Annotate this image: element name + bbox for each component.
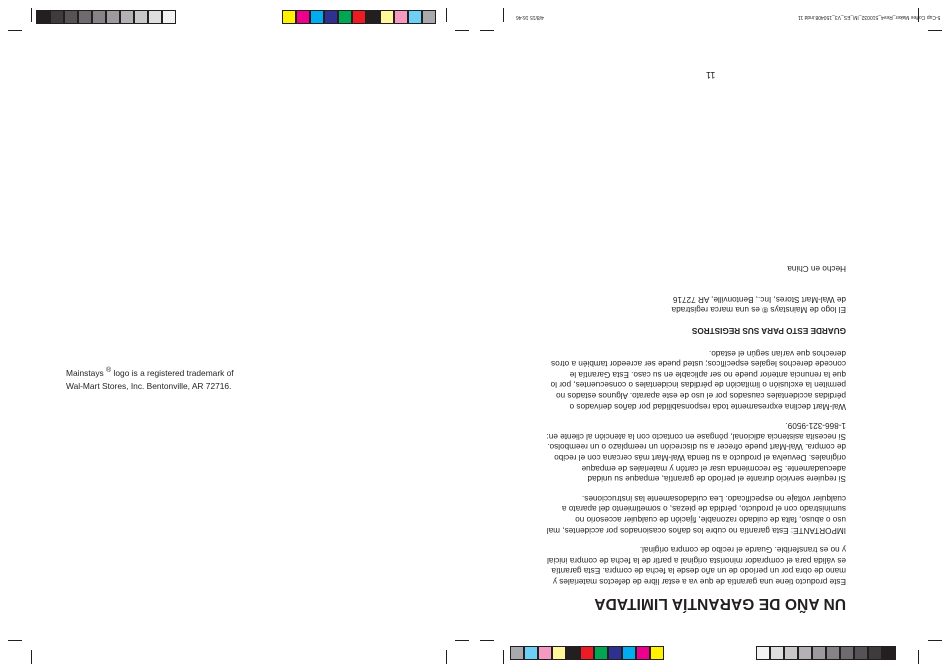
color-swatch xyxy=(510,646,524,660)
crop-mark xyxy=(455,640,469,641)
registered-mark: ® xyxy=(106,367,112,374)
color-swatch xyxy=(394,10,408,24)
color-swatch xyxy=(868,646,882,660)
color-swatch xyxy=(50,10,64,24)
color-swatch xyxy=(784,646,798,660)
color-swatch xyxy=(352,10,366,24)
crop-mark xyxy=(446,8,447,22)
color-swatch xyxy=(636,646,650,660)
color-swatch xyxy=(366,10,380,24)
warranty-title: UN AÑO DE GARANTÍA LIMITADA xyxy=(594,595,846,612)
process-color-bar-bottom xyxy=(510,646,664,660)
color-swatch xyxy=(120,10,134,24)
warranty-paragraph: Si requiere servicio durante el período de garantía, empaque su unidad adecuadamente. Se recomienda usar el cartón y materiales de empaque originales. Devuelva el producto a su tienda Wal-Mart más cercana con el recibo de compra. Wal-Mart puede ofrecer a su discreción un reemplazo o un reembolso. Si necesita asistencia adicional, póngase en contacto con la atención al cliente en: 1-866-321-9509. xyxy=(546,421,846,484)
color-swatch xyxy=(882,646,896,660)
trademark-es-line-2: de Wal-Mart Stores, Inc., Bentonville, AR 72716 xyxy=(672,294,846,304)
color-swatch xyxy=(854,646,868,660)
color-swatch xyxy=(756,646,770,660)
made-in-china: Hecho en China xyxy=(787,263,846,273)
left-trademark-note xyxy=(66,364,234,393)
trademark-line-1: Mainstays ® logo is a registered trademark of xyxy=(66,367,234,378)
color-swatch xyxy=(36,10,50,24)
crop-mark xyxy=(928,640,942,641)
color-swatch xyxy=(650,646,664,660)
slug-file-info: 5-Cup Coffee Maker_Rev4_510032_IM_ES_V3_150408.indd 11 xyxy=(797,14,940,20)
color-swatch xyxy=(552,646,566,660)
crop-mark xyxy=(480,30,494,31)
color-swatch xyxy=(594,646,608,660)
gray-ramp-bottom xyxy=(756,646,896,660)
color-swatch xyxy=(622,646,636,660)
warranty-paragraph: Este producto tiene una garantía de que va a estar libre de defectos materiales y mano de obra por un período de un año desde la fecha de compra. Esta garantía es válida para el comprador minorista original a partir de la fecha de compra inicial y no es transferible. Guarde el recibo de compra original. xyxy=(547,545,846,586)
crop-mark xyxy=(31,650,32,664)
gray-ramp-top xyxy=(36,10,176,24)
color-swatch xyxy=(826,646,840,660)
slug-date: 4/8/15 16:46 xyxy=(516,14,544,20)
keep-records-heading: GUARDE ESTO PARA SUS REGISTROS xyxy=(691,326,846,336)
color-swatch xyxy=(812,646,826,660)
color-swatch xyxy=(64,10,78,24)
color-swatch xyxy=(92,10,106,24)
color-swatch xyxy=(538,646,552,660)
trademark-es-line-1: El logo de Mainstays ® es una marca registrada xyxy=(671,305,846,315)
crop-mark xyxy=(480,640,494,641)
color-swatch xyxy=(78,10,92,24)
color-swatch xyxy=(310,10,324,24)
process-color-bar-top xyxy=(282,10,436,24)
color-swatch xyxy=(324,10,338,24)
color-swatch xyxy=(380,10,394,24)
color-swatch xyxy=(408,10,422,24)
color-swatch xyxy=(798,646,812,660)
crop-mark xyxy=(918,650,919,664)
warranty-paragraph: IMPORTANTE: Esta garantía no cubre los daños ocasionados por accidentes, mal uso o abuso, falta de cuidado razonable, fijación de cualquier accesorio no suministrado con el producto, pérdida de piezas, o sometimiento del aparato a cualquier voltaje no especificado. Lea cuidadosamente las instrucciones. xyxy=(546,493,846,535)
crop-mark xyxy=(31,8,32,22)
color-swatch xyxy=(422,10,436,24)
color-swatch xyxy=(282,10,296,24)
color-swatch xyxy=(134,10,148,24)
warranty-body xyxy=(546,347,846,586)
color-swatch xyxy=(840,646,854,660)
color-swatch xyxy=(296,10,310,24)
color-swatch xyxy=(148,10,162,24)
page-number: 11 xyxy=(706,70,716,80)
color-swatch xyxy=(770,646,784,660)
color-swatch xyxy=(524,646,538,660)
color-swatch xyxy=(162,10,176,24)
warranty-page-block xyxy=(546,224,846,612)
trademark-line-2: Wal-Mart Stores, Inc. Bentonville, AR 72716. xyxy=(66,380,232,391)
crop-mark xyxy=(8,640,22,641)
crop-mark xyxy=(503,8,504,22)
color-swatch xyxy=(580,646,594,660)
warranty-paragraph: Wal-Mart declina expresamente toda responsabilidad por daños derivados o pérdidas accidentales causados por el uso de este aparato. Algunos estados no permiten la exclusión o limitación de pérdidas incidentales o consecuentes, por lo que la renuncia anterior puede no ser aplicable en su caso. Esta Garantía le concede derechos legales específicos; usted puede ser acreedor también a otros derechos que varían según el estado. xyxy=(550,348,846,411)
crop-mark xyxy=(455,30,469,31)
crop-mark xyxy=(446,650,447,664)
crop-mark xyxy=(503,650,504,664)
color-swatch xyxy=(106,10,120,24)
color-swatch xyxy=(608,646,622,660)
crop-mark xyxy=(928,30,942,31)
color-swatch xyxy=(566,646,580,660)
color-swatch xyxy=(338,10,352,24)
crop-mark xyxy=(8,30,22,31)
